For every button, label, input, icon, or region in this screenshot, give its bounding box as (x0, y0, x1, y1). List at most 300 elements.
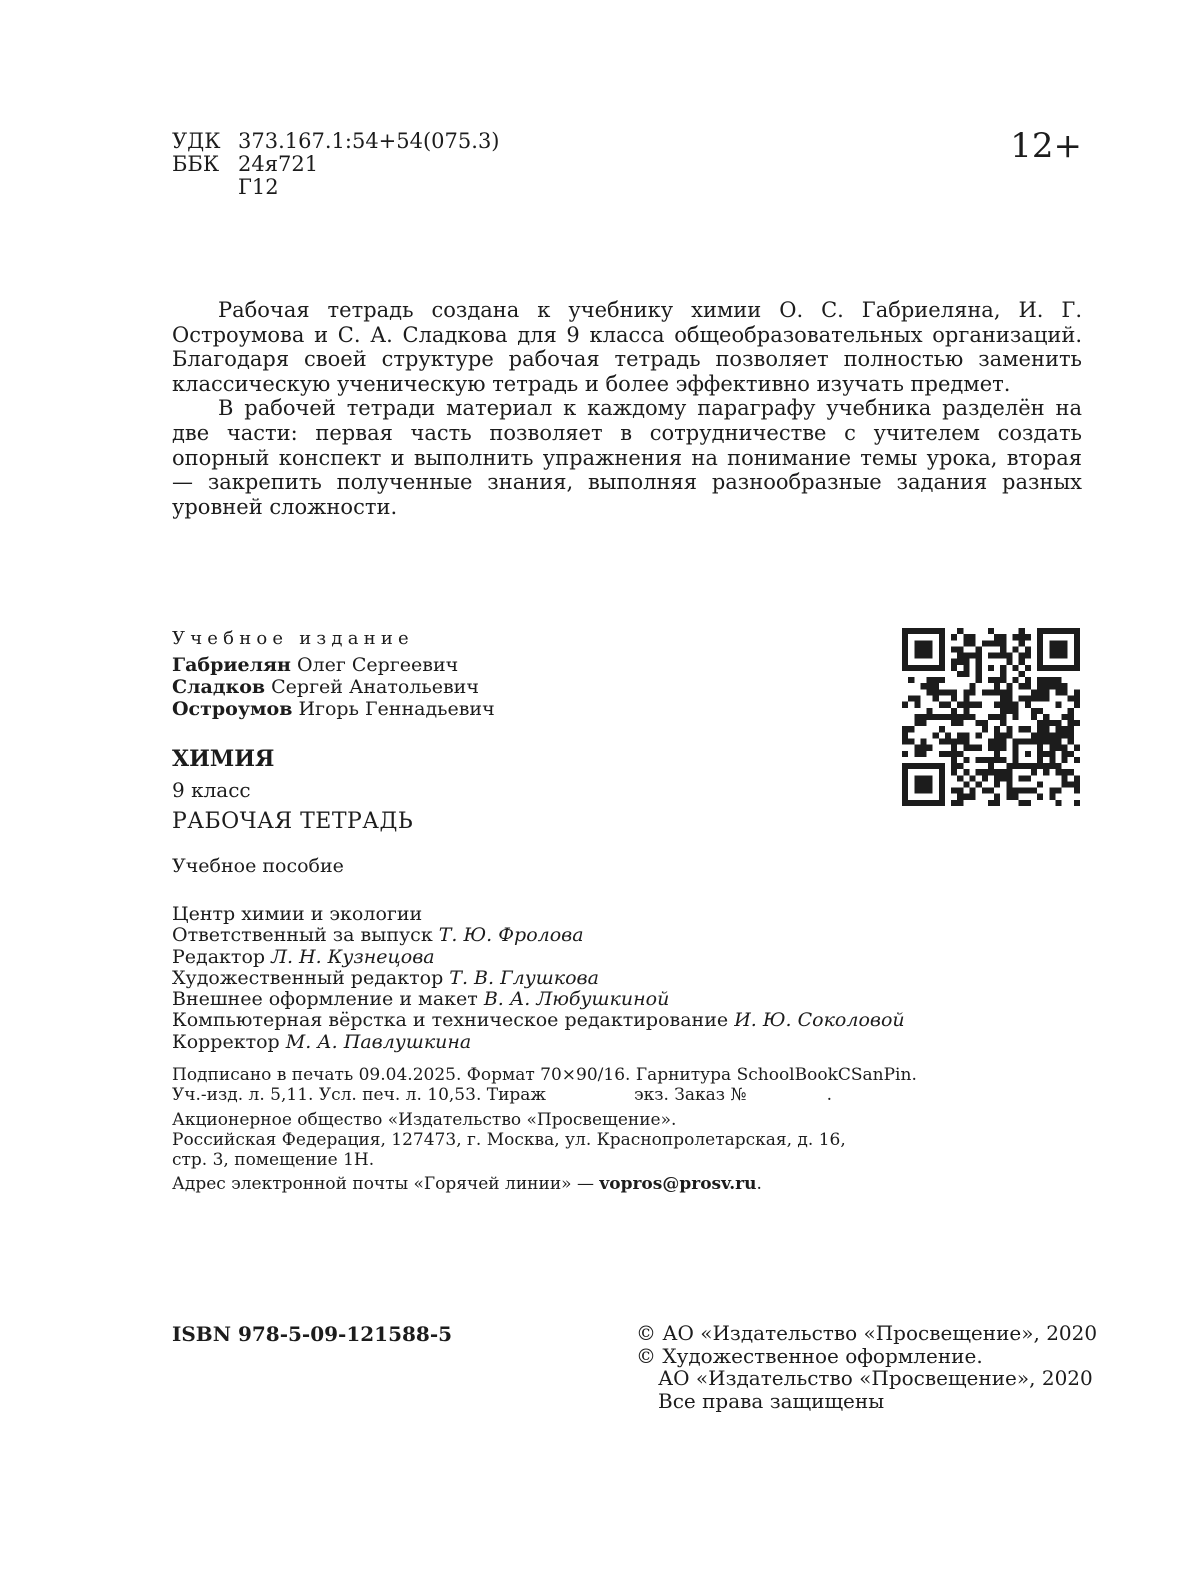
qr-module (902, 800, 908, 806)
qr-module (976, 671, 982, 677)
qr-module (988, 788, 994, 794)
qr-module (914, 720, 920, 726)
qr-module (957, 714, 963, 720)
qr-module (957, 763, 963, 769)
book-title: РАБОЧАЯ ТЕТРАДЬ (172, 809, 414, 834)
qr-module (1049, 720, 1055, 726)
qr-module (939, 646, 945, 652)
credit-role: Ответственный за выпуск (172, 924, 433, 947)
qr-module (1049, 665, 1055, 671)
qr-module (1000, 738, 1006, 744)
qr-module (1055, 640, 1061, 646)
qr-module (1012, 738, 1018, 744)
qr-module (1019, 671, 1025, 677)
qr-module (927, 800, 933, 806)
book-grade: 9 класс (172, 778, 251, 802)
qr-module (982, 720, 988, 726)
qr-module (920, 788, 926, 794)
qr-module (976, 745, 982, 751)
qr-module (976, 659, 982, 665)
isbn: ISBN 978-5-09-121588-5 (172, 1322, 453, 1346)
qr-module (1006, 683, 1012, 689)
qr-module (1031, 689, 1037, 695)
qr-module (902, 794, 908, 800)
qr-module (945, 689, 951, 695)
qr-module (933, 683, 939, 689)
qr-module (1055, 738, 1061, 744)
credit-line (172, 1032, 905, 1053)
qr-module (1025, 665, 1031, 671)
qr-module (939, 738, 945, 744)
qr-module (902, 769, 908, 775)
qr-module (1043, 751, 1049, 757)
qr-module (1012, 757, 1018, 763)
qr-module (920, 751, 926, 757)
credits (172, 904, 905, 1053)
qr-module (1025, 738, 1031, 744)
qr-module (939, 763, 945, 769)
qr-module (902, 788, 908, 794)
qr-module (1000, 708, 1006, 714)
qr-module (1037, 683, 1043, 689)
qr-module (1019, 800, 1025, 806)
qr-module (1062, 732, 1068, 738)
author-line (172, 654, 495, 676)
hotline-email[interactable]: vopros@prosv.ru (599, 1174, 757, 1194)
qr-module (1068, 781, 1074, 787)
qr-module (970, 775, 976, 781)
qr-module (963, 653, 969, 659)
qr-module (1074, 696, 1080, 702)
qr-module (963, 640, 969, 646)
qr-module (920, 763, 926, 769)
qr-module (1000, 720, 1006, 726)
qr-module (951, 763, 957, 769)
qr-module (1062, 751, 1068, 757)
qr-module (902, 634, 908, 640)
qr-module (970, 689, 976, 695)
qr-module (1000, 714, 1006, 720)
qr-module (1062, 781, 1068, 787)
qr-module (1037, 640, 1043, 646)
copyright-line: АО «Издательство «Просвещение», 2020 (658, 1366, 1093, 1390)
qr-module (1000, 745, 1006, 751)
qr-module (1049, 738, 1055, 744)
qr-module (1037, 757, 1043, 763)
qr-module (939, 677, 945, 683)
qr-module (1043, 726, 1049, 732)
qr-module (1074, 775, 1080, 781)
author-name: Сергей Анатольевич (271, 676, 479, 698)
qr-module (970, 653, 976, 659)
qr-module (927, 708, 933, 714)
qr-module (1025, 775, 1031, 781)
qr-module (939, 653, 945, 659)
qr-module (1074, 745, 1080, 751)
credit-role: Корректор (172, 1030, 280, 1053)
author-surname: Остроумов (172, 698, 293, 720)
qr-module (908, 677, 914, 683)
qr-module (933, 665, 939, 671)
author-surname: Габриелян (172, 654, 291, 676)
qr-module (1062, 646, 1068, 652)
qr-module (1043, 628, 1049, 634)
qr-module (1000, 646, 1006, 652)
qr-module (914, 696, 920, 702)
qr-module (951, 689, 957, 695)
qr-module (1012, 714, 1018, 720)
qr-module (902, 732, 908, 738)
qr-module (1043, 665, 1049, 671)
qr-module (957, 751, 963, 757)
qr-module (1037, 781, 1043, 787)
qr-module (957, 720, 963, 726)
qr-module (1006, 653, 1012, 659)
qr-module (951, 745, 957, 751)
qr-module (994, 640, 1000, 646)
qr-module (920, 745, 926, 751)
credit-role: Художественный редактор (172, 966, 444, 989)
qr-module (976, 757, 982, 763)
qr-module (988, 769, 994, 775)
qr-module (1037, 751, 1043, 757)
qr-module (976, 653, 982, 659)
qr-module (1055, 788, 1061, 794)
qr-module (1055, 732, 1061, 738)
qr-module (994, 732, 1000, 738)
qr-module (1006, 689, 1012, 695)
qr-module (988, 677, 994, 683)
qr-module (951, 738, 957, 744)
qr-module (1000, 640, 1006, 646)
copyright (636, 1322, 1097, 1412)
qr-module (920, 720, 926, 726)
qr-module (927, 775, 933, 781)
qr-module (1006, 763, 1012, 769)
qr-module (1012, 745, 1018, 751)
qr-module (927, 677, 933, 683)
qr-module (927, 640, 933, 646)
qr-module (1000, 677, 1006, 683)
qr-module (988, 800, 994, 806)
qr-module (1006, 788, 1012, 794)
qr-module (988, 689, 994, 695)
copyright-line: Все права защищены (658, 1388, 885, 1413)
qr-module (1049, 653, 1055, 659)
qr-module (1068, 751, 1074, 757)
qr-module (1055, 763, 1061, 769)
qr-module (982, 640, 988, 646)
book-subject: ХИМИЯ (172, 746, 275, 772)
qr-module (1055, 628, 1061, 634)
qr-module (1012, 763, 1018, 769)
qr-module (957, 702, 963, 708)
author-line (172, 676, 495, 698)
qr-module (1019, 659, 1025, 665)
qr-module (1031, 763, 1037, 769)
qr-module (970, 683, 976, 689)
qr-module (994, 714, 1000, 720)
print-info-line: Уч.-изд. л. 5,11. Усл. печ. л. 10,53. Тираж экз. Заказ № . (172, 1085, 832, 1105)
qr-module (1012, 702, 1018, 708)
qr-module (933, 732, 939, 738)
qr-module (1062, 665, 1068, 671)
qr-module (1062, 653, 1068, 659)
qr-module (1031, 708, 1037, 714)
qr-module (1068, 628, 1074, 634)
qr-module (1043, 689, 1049, 695)
qr-module (951, 634, 957, 640)
qr-module (957, 628, 963, 634)
qr-module (1025, 726, 1031, 732)
qr-module (1000, 696, 1006, 702)
qr-module (1074, 634, 1080, 640)
qr-module (988, 628, 994, 634)
qr-module (939, 714, 945, 720)
qr-module (914, 788, 920, 794)
qr-module (914, 745, 920, 751)
qr-module (1037, 726, 1043, 732)
credit-person: М. А. Павлушкина (285, 1030, 472, 1053)
qr-module (933, 763, 939, 769)
qr-module (1068, 738, 1074, 744)
qr-module (951, 696, 957, 702)
qr-module (1037, 794, 1043, 800)
qr-module (1068, 665, 1074, 671)
book-type: Учебное пособие (172, 855, 344, 877)
qr-module (1025, 634, 1031, 640)
qr-module (951, 714, 957, 720)
qr-module (927, 628, 933, 634)
qr-module (1012, 677, 1018, 683)
qr-module (988, 763, 994, 769)
qr-module (939, 726, 945, 732)
qr-module (1043, 677, 1049, 683)
qr-module (1068, 714, 1074, 720)
qr-module (939, 634, 945, 640)
qr-module (982, 689, 988, 695)
qr-module (994, 757, 1000, 763)
qr-module (908, 763, 914, 769)
bbk-label: ББК (172, 152, 220, 176)
qr-module (1012, 646, 1018, 652)
qr-module (914, 653, 920, 659)
qr-module (1074, 720, 1080, 726)
udk-label: УДК (172, 129, 221, 153)
qr-module (1037, 634, 1043, 640)
qr-module (976, 646, 982, 652)
qr-module (933, 689, 939, 695)
qr-module (1006, 659, 1012, 665)
qr-module (994, 677, 1000, 683)
credit-line (172, 925, 905, 946)
qr-module (1025, 751, 1031, 757)
qr-module (963, 714, 969, 720)
qr-module (939, 689, 945, 695)
qr-module (1025, 800, 1031, 806)
qr-module (957, 788, 963, 794)
qr-module (939, 781, 945, 787)
qr-module (945, 714, 951, 720)
qr-module (920, 640, 926, 646)
qr-module (902, 653, 908, 659)
qr-module (1043, 683, 1049, 689)
qr-module (920, 683, 926, 689)
qr-module (994, 751, 1000, 757)
qr-module (1000, 671, 1006, 677)
qr-module (1062, 745, 1068, 751)
qr-module (1025, 646, 1031, 652)
qr-module (1049, 751, 1055, 757)
credit-line (172, 1010, 905, 1031)
qr-module (1031, 788, 1037, 794)
qr-module (1037, 646, 1043, 652)
qr-module (951, 751, 957, 757)
qr-module (1031, 738, 1037, 744)
qr-module (1055, 653, 1061, 659)
qr-module (994, 775, 1000, 781)
qr-module (902, 640, 908, 646)
qr-module (1031, 696, 1037, 702)
qr-module (982, 788, 988, 794)
qr-module (1037, 677, 1043, 683)
qr-module (963, 738, 969, 744)
qr-module (1043, 696, 1049, 702)
qr-module (920, 738, 926, 744)
qr-module (963, 659, 969, 665)
credit-person: И. Ю. Соколовой (734, 1009, 905, 1032)
qr-module (1025, 763, 1031, 769)
qr-module (1074, 659, 1080, 665)
credit-line (172, 904, 905, 925)
qr-module (957, 653, 963, 659)
qr-code-icon (902, 628, 1080, 806)
qr-module (945, 702, 951, 708)
qr-module (1012, 708, 1018, 714)
qr-module (970, 714, 976, 720)
qr-module (970, 745, 976, 751)
qr-module (1062, 775, 1068, 781)
qr-module (1074, 781, 1080, 787)
qr-module (939, 659, 945, 665)
publisher-line: Акционерное общество «Издательство «Просвещение». (172, 1110, 677, 1130)
qr-module (1074, 653, 1080, 659)
qr-module (927, 763, 933, 769)
qr-module (957, 646, 963, 652)
qr-module (994, 745, 1000, 751)
qr-module (1062, 726, 1068, 732)
qr-module (933, 800, 939, 806)
qr-module (1025, 677, 1031, 683)
qr-module (976, 769, 982, 775)
qr-module (1006, 732, 1012, 738)
qr-module (963, 671, 969, 677)
qr-module (927, 714, 933, 720)
qr-module (1019, 738, 1025, 744)
qr-module (1049, 757, 1055, 763)
qr-module (970, 788, 976, 794)
author-surname: Сладков (172, 676, 266, 698)
qr-module (1037, 745, 1043, 751)
qr-module (1006, 726, 1012, 732)
qr-module (1019, 683, 1025, 689)
qr-module (957, 775, 963, 781)
qr-module (1025, 702, 1031, 708)
qr-module (902, 763, 908, 769)
qr-module (1055, 683, 1061, 689)
qr-module (939, 800, 945, 806)
qr-module (970, 640, 976, 646)
print-info-line: Подписано в печать 09.04.2025. Формат 70×90/16. Гарнитура SchoolBookCSanPin. (172, 1065, 917, 1085)
qr-module (902, 738, 908, 744)
qr-module (1000, 702, 1006, 708)
qr-module (1062, 640, 1068, 646)
qr-module (994, 634, 1000, 640)
hotline: Адрес электронной почты «Горячей линии» — vopros@prosv.ru. (172, 1174, 762, 1194)
annotation (172, 298, 1082, 519)
qr-module (902, 646, 908, 652)
qr-module (1031, 714, 1037, 720)
qr-module (1062, 689, 1068, 695)
qr-module (933, 628, 939, 634)
qr-module (1062, 769, 1068, 775)
qr-module (1019, 775, 1025, 781)
qr-module (963, 708, 969, 714)
qr-module (963, 696, 969, 702)
qr-module (1049, 794, 1055, 800)
qr-module (951, 800, 957, 806)
qr-module (970, 702, 976, 708)
qr-module (976, 720, 982, 726)
qr-module (1055, 726, 1061, 732)
qr-module (982, 769, 988, 775)
qr-module (939, 769, 945, 775)
qr-module (1019, 640, 1025, 646)
qr-module (1074, 800, 1080, 806)
qr-module (1049, 677, 1055, 683)
qr-module (951, 659, 957, 665)
copyright-line: © АО «Издательство «Просвещение», 2020 (636, 1321, 1098, 1345)
qr-module (1000, 665, 1006, 671)
credit-person: В. А. Любушкиной (483, 988, 670, 1011)
qr-module (1006, 696, 1012, 702)
qr-module (994, 683, 1000, 689)
qr-module (957, 671, 963, 677)
qr-module (1055, 646, 1061, 652)
udk-value: 373.167.1:54+54(075.3) (238, 129, 500, 153)
udk-row (172, 130, 500, 153)
qr-module (927, 689, 933, 695)
qr-module (1037, 696, 1043, 702)
qr-module (908, 696, 914, 702)
qr-module (1012, 665, 1018, 671)
qr-module (902, 665, 908, 671)
annotation-paragraph: Рабочая тетрадь создана к учебнику химии О. С. Габриеляна, И. Г. Остроумова и С. А. Сладкова для 9 класса общеобразовательных организаций. Благодаря своей структуре рабочая тетрадь позволяет полностью заменить классическую ученическую тетрадь и более эффективно изучать предмет. (172, 298, 1082, 396)
qr-module (933, 677, 939, 683)
qr-module (1037, 665, 1043, 671)
qr-module (1037, 708, 1043, 714)
qr-module (1006, 794, 1012, 800)
qr-module (963, 745, 969, 751)
credit-line (172, 968, 905, 989)
qr-module (927, 745, 933, 751)
qr-module (1074, 640, 1080, 646)
qr-module (957, 800, 963, 806)
qr-module (920, 653, 926, 659)
qr-module (939, 751, 945, 757)
qr-module (1000, 653, 1006, 659)
qr-module (902, 781, 908, 787)
